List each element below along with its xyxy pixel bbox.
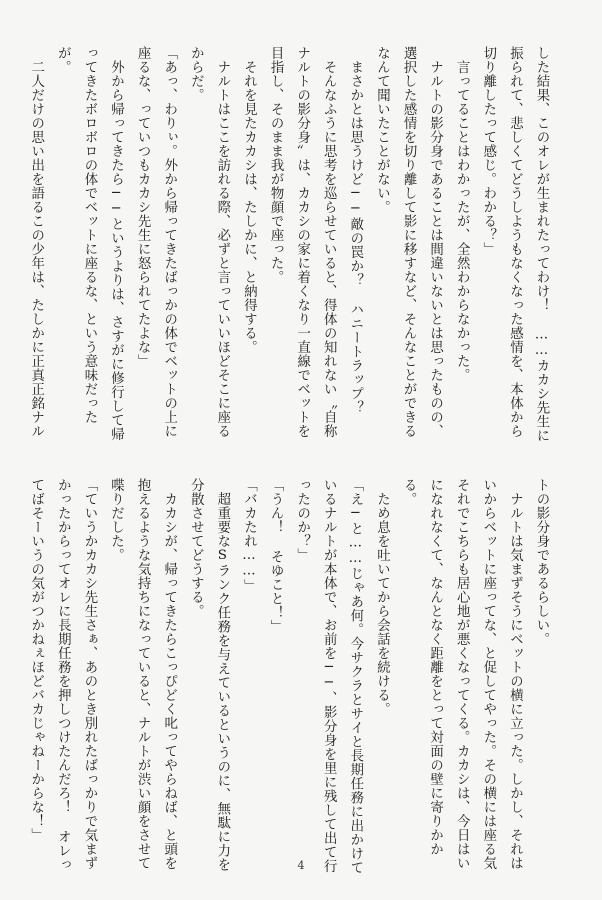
text-line: からだ。 [188, 46, 204, 102]
text-line: 喋りだした。 [108, 478, 124, 562]
text-line: 振られて、悲しくてどうしようもなくなった感情を、本体から [507, 46, 523, 438]
text-line: 「え─と……じゃあ何。今サクラとサイと長期任務に出かけて [347, 478, 363, 875]
text-line: 「あっ、わりぃ。外から帰ってきたばっかの体でベットの上に [161, 46, 177, 438]
text-line: 抱えるような気持ちになっていると、ナルトが渋い顔をさせて [135, 478, 151, 870]
text-line: ってきたボロボロの体でベットに座るな、という意味だった [81, 46, 97, 424]
text-line: 「バカたれ……」 [241, 478, 257, 594]
text-line: ったのか？」 [294, 478, 310, 562]
text-line: ナルトはここを訪れる際、必ずと言っていいほどそこに座る [214, 46, 230, 438]
text-line: る。 [401, 478, 417, 506]
text-line: ナルトの影分身〟は、カカシの家に着くなり一直線でベットを [294, 46, 310, 438]
text-line: した結果、このオレが生まれたってわけ！ ……カカシ先生に [534, 46, 549, 443]
text-line: 座るな、っていつもカカシ先生に怒られてたよな」 [135, 46, 151, 368]
text-line: 外から帰ってきたら──というよりは、さすがに修行して帰 [108, 46, 124, 442]
text-line: 超重要なSランク任務を与えているというのに、無駄に力を [214, 478, 230, 872]
top-text-block [22, 46, 554, 443]
text-line: それを見たカカシは、たしかに、と納得する。 [241, 46, 257, 354]
text-line: が。 [55, 46, 71, 74]
text-line: カカシが、帰ってきたらこっぴどく叱ってやらねば、と頭を [161, 478, 177, 870]
text-line: 二人だけの思い出を語るこの少年は、たしかに正真正銘ナル [28, 46, 44, 438]
text-line: かったからってオレに長期任務を押しつけたんだろ！ オレっ [55, 478, 71, 872]
text-line: 「うん！ そゆこと！」 [268, 478, 284, 634]
text-line: いからベットに座ってな、と促してやった。その横には座る気 [480, 478, 496, 870]
text-line: 「ていうかカカシ先生さぁ、あのとき別れたばっかりで気まず [81, 478, 97, 870]
text-line: ナルトは気まずそうにベットの横に立った。しかし、それは [507, 478, 523, 870]
text-line: ナルトの影分身であることは間違いないとは思ったものの、 [427, 46, 443, 438]
text-line: 目指し、そのまま我が物顔で座った。 [268, 46, 284, 284]
text-line: になれなくて、なんとなく距離をとって対面の壁に寄りかか [427, 478, 443, 856]
text-line: ため息を吐いてから会話を続ける。 [374, 478, 390, 716]
text-line: てばそーいうの気がつかねぇほどバカじゃねーからな！」 [28, 478, 44, 842]
text-line: まさかとは思うけど──敵の罠か？ ハニートラップ？ [347, 46, 363, 415]
text-line: なんて聞いたことがない。 [374, 46, 390, 214]
text-line: そんなふうに思考を巡らせていると、得体の知れない〝自称 [321, 46, 337, 438]
text-line: トの影分身であるらしい。 [534, 478, 549, 646]
text-line: 切り離したって感じ。わかる？」 [480, 46, 496, 256]
text-line: 選択した感情を切り離して影に移すなど、そんなことができる [401, 46, 417, 438]
page-number: 4 [297, 859, 305, 872]
bottom-text-block [22, 478, 554, 875]
text-line: 分散させてどうする。 [188, 478, 204, 618]
text-line: それでこちらも居心地が悪くなってくる。カカシは、今日はい [454, 478, 470, 870]
text-line: 言ってることはわかったが、全然わからなかった。 [454, 46, 470, 382]
text-line: いるナルトが本体で、お前を──、影分身を里に残して出て行 [321, 478, 337, 874]
